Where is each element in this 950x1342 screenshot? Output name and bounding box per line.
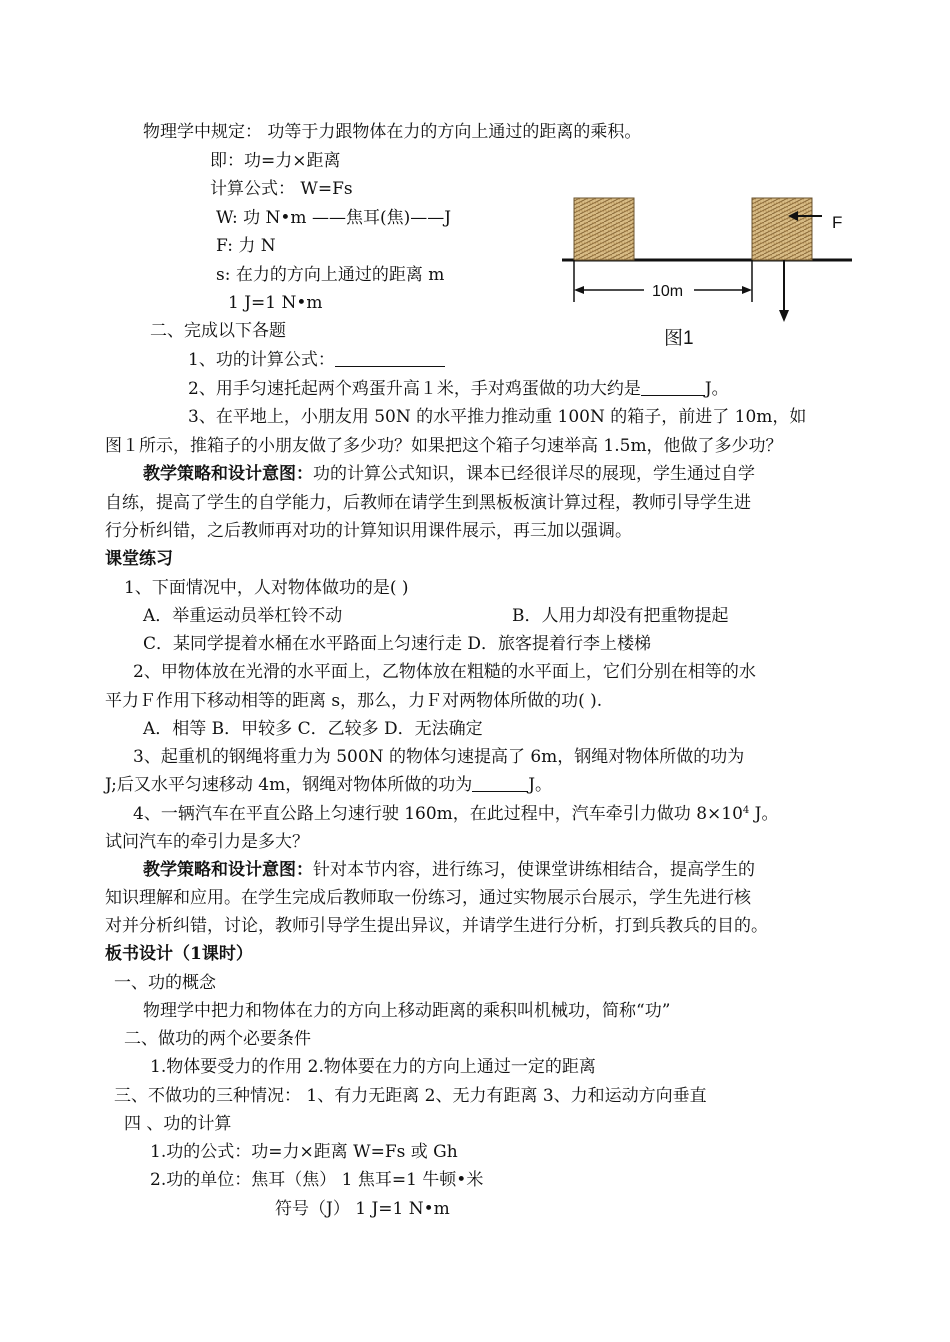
force-label: F [832, 213, 843, 232]
strategy-label: 教学策略和设计意图： [143, 860, 313, 880]
board-heading: 板书设计（1课时） [105, 944, 253, 964]
question-1-text: 1、功的计算公式： [188, 350, 335, 370]
exponent: 4 [742, 805, 750, 816]
box-end [752, 198, 812, 260]
strategy-1-line-2: 自练，提高了学生的自学能力，后教师在请学生到黑板板演计算过程，教师引导学生进 [105, 493, 751, 513]
practice-1-option-a: A．举重运动员举杠铃不动 [143, 606, 343, 626]
question-3-line-2: 图１所示，推箱子的小朋友做了多少功？如果把这个箱子匀速举高 1.5m，他做了多少功？ [105, 436, 783, 456]
board-section-4: 四 、功的计算 [124, 1114, 232, 1134]
board-section-2-text: 1.物体要受力的作用 2.物体要在力的方向上通过一定的距离 [150, 1057, 596, 1077]
strategy-label: 教学策略和设计意图： [143, 464, 313, 484]
question-2 [188, 378, 729, 400]
practice-1: 1、下面情况中，人对物体做功的是( ) [124, 578, 409, 598]
practice-2-line-2: 平力Ｆ作用下移动相等的距离 s，那么，力Ｆ对两物体所做的功( ). [105, 691, 603, 711]
section-2-heading: 二、完成以下各题 [150, 321, 286, 341]
definition-f-unit: F: 力 N [216, 236, 276, 256]
board-section-3: 三、不做功的三种情况： 1、有力无距离 2、无力有距离 3、力和运动方向垂直 [114, 1086, 707, 1106]
definition-line-1: 物理学中规定： 功等于力跟物体在力的方向上通过的距离的乘积。 [143, 122, 642, 142]
practice-2-options: A．相等 B．甲较多 C．乙较多 D．无法确定 [143, 719, 483, 739]
definition-joule: 1 J=1 N•m [228, 293, 323, 313]
strategy-1-line-1 [143, 463, 755, 485]
practice-heading: 课堂练习 [105, 549, 173, 569]
strategy-2-line-1 [143, 859, 755, 881]
strategy-2-line-2: 知识理解和应用。在学生完成后教师取一份练习，通过实物展示台展示，学生先进行核 [105, 888, 751, 908]
question-2-text: 2、用手匀速托起两个鸡蛋升高１米，手对鸡蛋做的功大约是 [188, 379, 641, 399]
definition-formula: 计算公式： W=Fs [210, 179, 353, 199]
definition-w-unit: W: 功 N•m ——焦耳(焦)——J [216, 208, 452, 228]
board-symbol: 符号（J） 1 J=1 N•m [275, 1199, 450, 1219]
strategy-2-text: 针对本节内容，进行练习，使课堂讲练相结合，提高学生的 [313, 860, 755, 880]
practice-3-text: J;后又水平匀速移动 4m，钢绳对物体所做的功为 [105, 775, 473, 795]
board-formula: 1.功的公式：功=力×距离 W=Fs 或 Gh [150, 1142, 458, 1162]
practice-4-line-2: 试问汽车的牵引力是多大？ [105, 832, 309, 852]
practice-4-line-1 [133, 803, 778, 825]
question-1 [188, 349, 445, 371]
practice-4-text: 4、一辆汽车在平直公路上匀速行驶 160m，在此过程中，汽车牵引力做功 8×10 [133, 804, 743, 824]
practice-4-unit: J。 [749, 804, 779, 824]
question-3-line-1: 3、在平地上，小朋友用 50N 的水平推力推动重 100N 的箱子，前进了 10m，如 [188, 407, 807, 427]
board-section-2: 二、做功的两个必要条件 [124, 1029, 311, 1049]
answer-blank [472, 775, 528, 792]
question-2-unit: J。 [704, 379, 729, 399]
practice-3-unit: J。 [528, 775, 553, 795]
strategy-1-line-3: 行分析纠错，之后教师再对功的计算知识用课件展示，再三加以强调。 [105, 521, 632, 541]
practice-3-line-2 [105, 774, 552, 796]
board-unit: 2.功的单位：焦耳（焦） 1 焦耳=1 牛顿•米 [150, 1170, 484, 1190]
definition-line-2: 即：功=力×距离 [210, 151, 341, 171]
practice-2-line-1: 2、甲物体放在光滑的水平面上，乙物体放在粗糙的水平面上，它们分别在相等的水 [133, 662, 756, 682]
strategy-2-line-3: 对并分析纠错，讨论，教师引导学生提出异议，并请学生进行分析，打到兵教兵的目的。 [105, 916, 768, 936]
practice-3-line-1: 3、起重机的钢绳将重力为 500N 的物体匀速提高了 6m，钢绳对物体所做的功为 [133, 747, 745, 767]
answer-blank [335, 350, 445, 367]
practice-1-option-b: B．人用力却没有把重物提起 [512, 606, 729, 626]
figure-caption: 图1 [664, 328, 694, 349]
box-start [574, 198, 634, 260]
board-section-1-text: 物理学中把力和物体在力的方向上移动距离的乘积叫机械功，简称“功” [143, 1001, 671, 1021]
weight-arrowhead [779, 310, 789, 322]
answer-blank [641, 379, 705, 396]
practice-1-option-cd: C．某同学提着水桶在水平路面上匀速行走 D．旅客提着行李上楼梯 [143, 634, 652, 654]
figure-1-diagram [560, 190, 870, 360]
definition-s-unit: s: 在力的方向上通过的距离 m [216, 265, 445, 285]
distance-label: 10m [652, 283, 684, 300]
strategy-1-text: 功的计算公式知识，课本已经很详尽的展现，学生通过自学 [313, 464, 755, 484]
board-section-1: 一、功的概念 [114, 973, 216, 993]
